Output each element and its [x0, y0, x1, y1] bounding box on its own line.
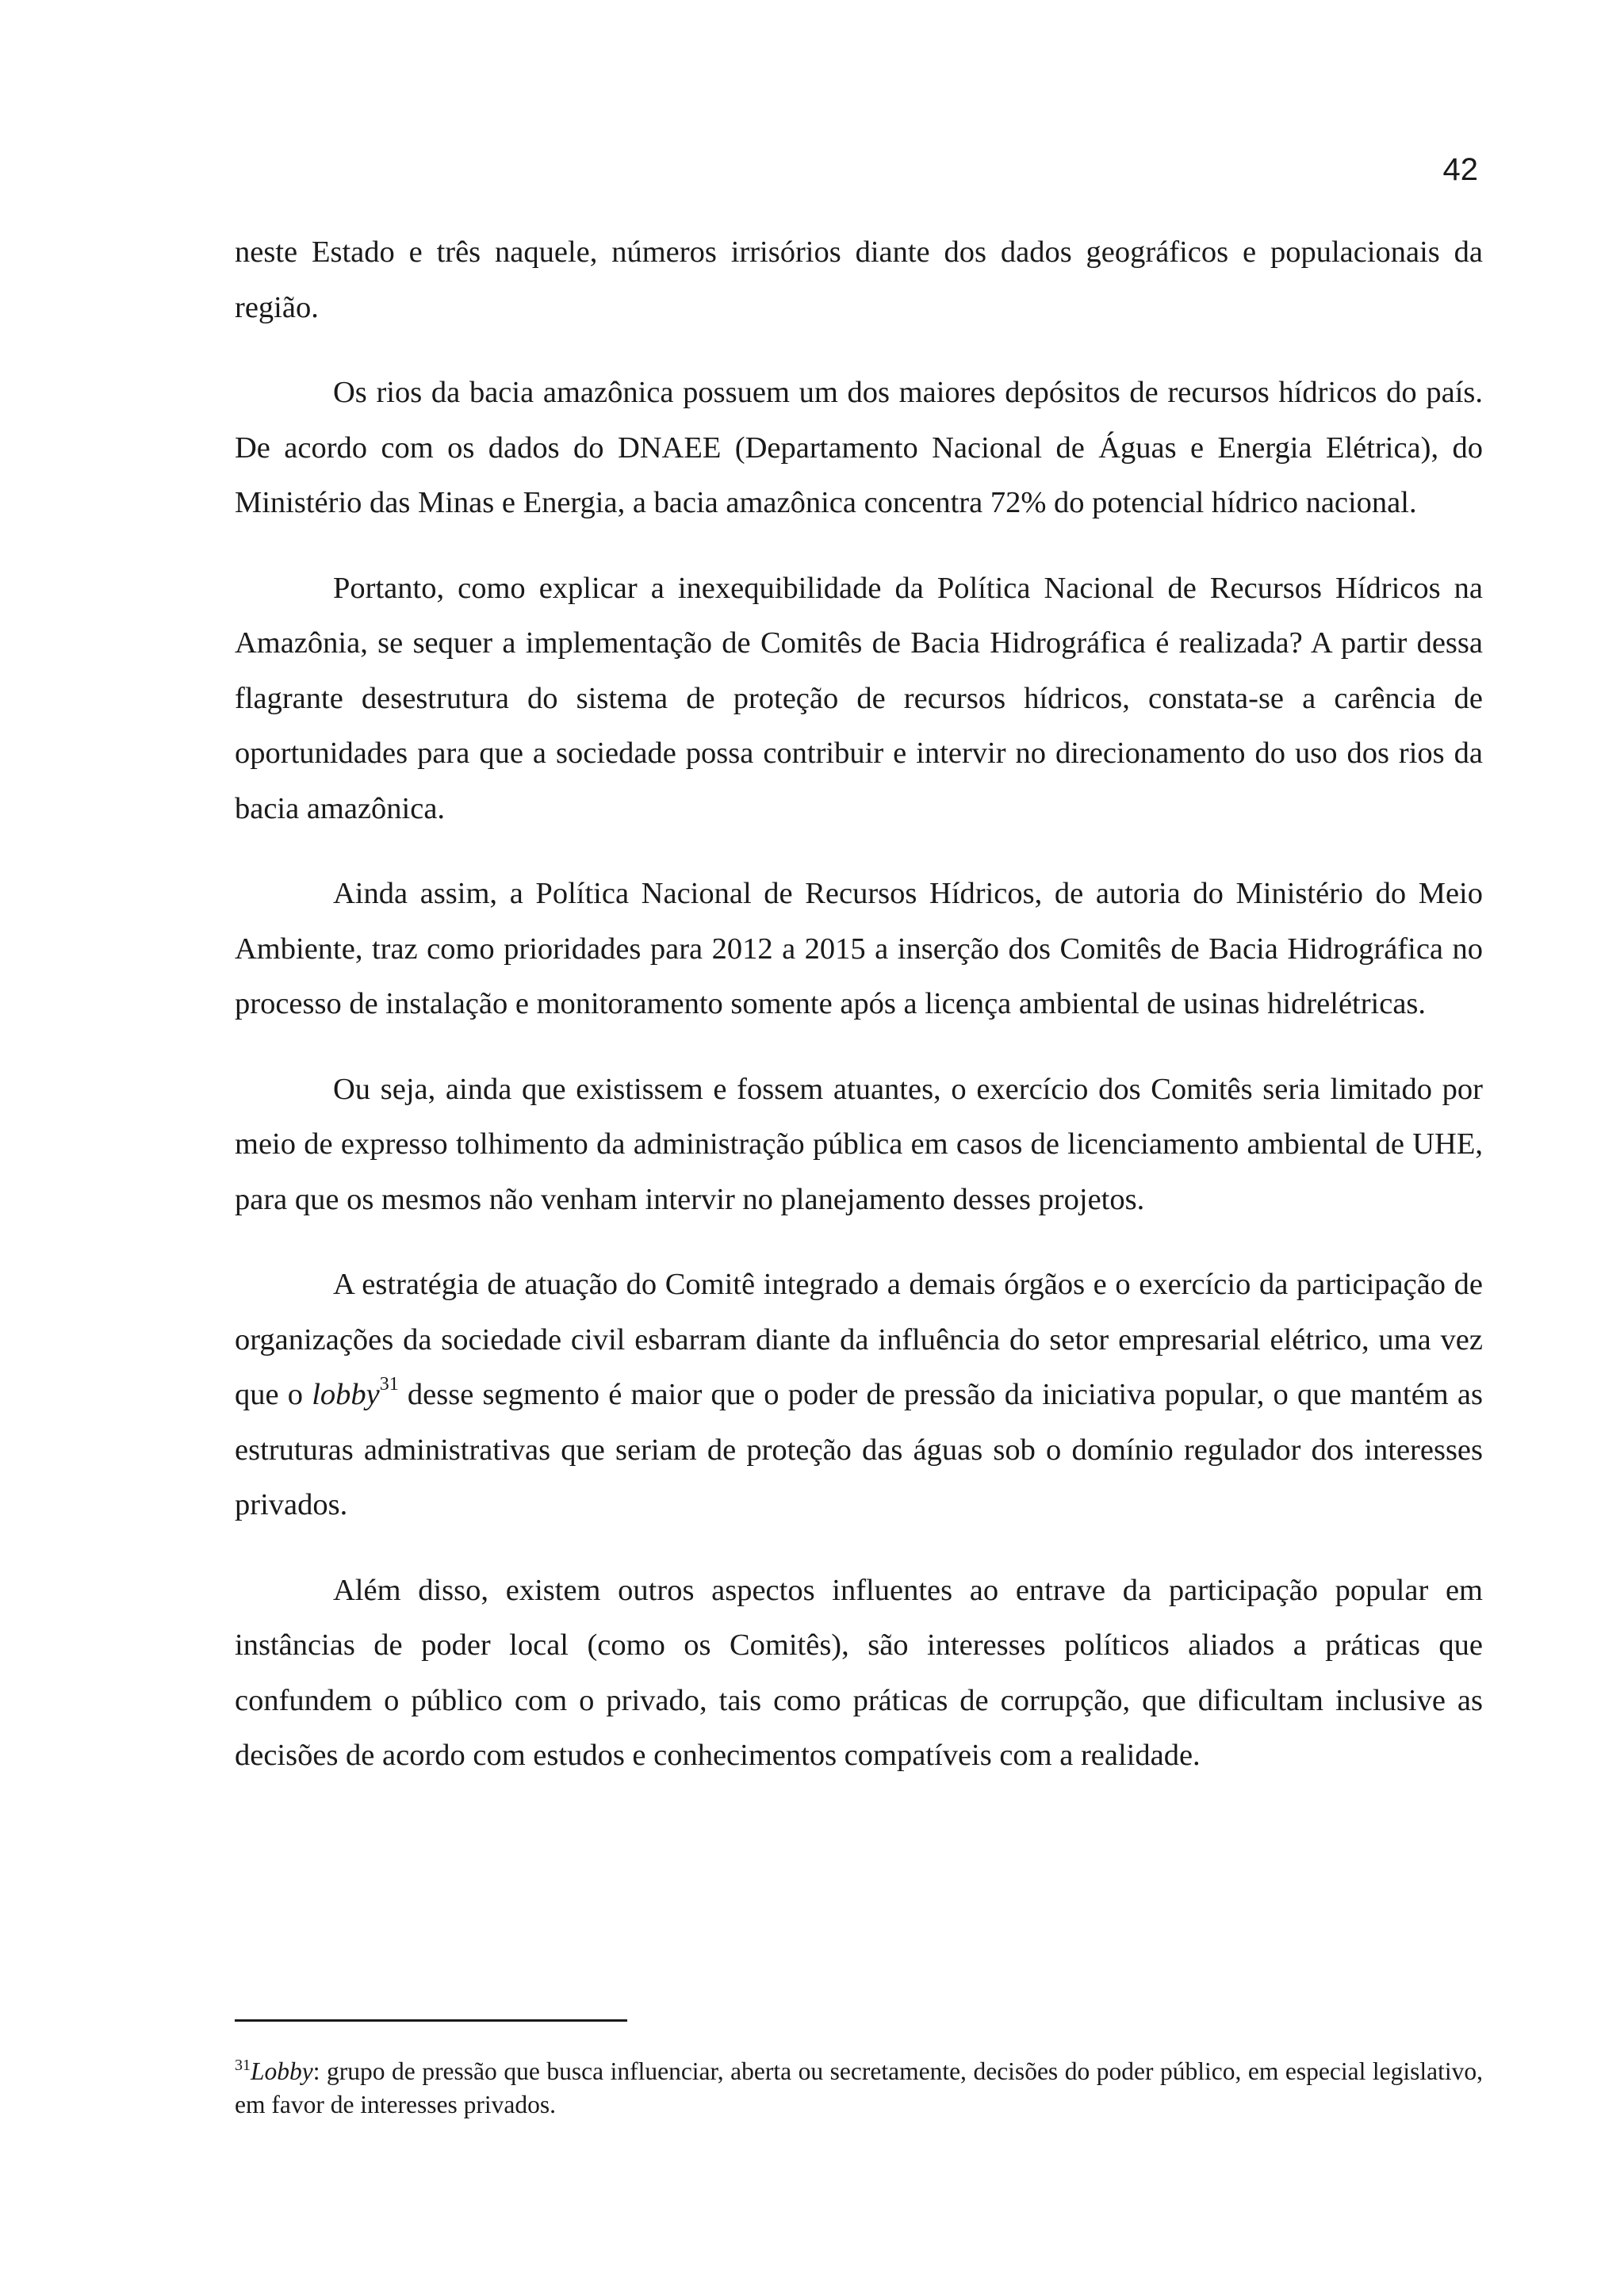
- body-text: [235, 225, 1483, 1814]
- paragraph-amazon-rivers: Os rios da bacia amazônica possuem um dos maiores depósitos de recursos hídricos do país. De acordo com os dados do DNAEE (Departamento Nacional de Águas e Energia Elétrica), do Ministério das Minas e Energia, a bacia amazônica concentra 72% do potencial hídrico nacional.: [235, 376, 1483, 519]
- paragraph-lobby-before: A estratégia de atuação do Comitê integrado a demais órgãos e o exercício da participação de organizações da sociedade civil esbarram diante da influência do setor empresarial elétrico, uma vez que o: [235, 1268, 1483, 1411]
- footnote-separator: [235, 2019, 627, 2022]
- paragraph-lobby: [235, 1257, 1483, 1533]
- paragraph-continuation: neste Estado e três naquele, números irrisórios diante dos dados geográficos e populacionais da região.: [235, 235, 1483, 324]
- paragraph-inexequibility: Portanto, como explicar a inexequibilidade da Política Nacional de Recursos Hídricos na Amazônia, se sequer a implementação de Comitês de Bacia Hidrográfica é realizada? A partir dessa flagrante desestrutura do sistema de proteção de recursos hídricos, constata-se a carência de oportunidades para que a sociedade possa contribuir e intervir no direcionamento do uso dos rios da bacia amazônica.: [235, 571, 1483, 825]
- paragraph-committees-limited: Ou seja, ainda que existissem e fossem atuantes, o exercício dos Comitês seria limitado por meio de expresso tolhimento da administração pública em casos de licenciamento ambiental de UHE, para que os mesmos não venham intervir no planejamento desses projetos.: [235, 1072, 1483, 1216]
- page-number: 42: [1442, 152, 1478, 187]
- footnote-marker: 31: [235, 2057, 251, 2074]
- paragraph-national-policy: Ainda assim, a Política Nacional de Recursos Hídricos, de autoria do Ministério do Meio Ambiente, traz como prioridades para 2012 a 2015 a inserção dos Comitês de Bacia Hidrográfica no processo de instalação e monitoramento somente após a licença ambiental de usinas hidrelétricas.: [235, 877, 1483, 1020]
- footnote-text: : grupo de pressão que busca influenciar, aberta ou secretamente, decisões do poder público, em especial legislativo, em favor de interesses privados.: [235, 2057, 1483, 2118]
- footnote-term: Lobby: [251, 2057, 313, 2085]
- paragraph-other-aspects: Além disso, existem outros aspectos influentes ao entrave da participação popular em instâncias de poder local (como os Comitês), são interesses políticos aliados a práticas que confundem o público com o privado, tais como práticas de corrupção, que dificultam inclusive as decisões de acordo com estudos e conhecimentos compatíveis com a realidade.: [235, 1573, 1483, 1772]
- footnote: [235, 2055, 1483, 2122]
- footnote-reference[interactable]: 31: [379, 1374, 399, 1395]
- lobby-term: lobby: [312, 1378, 380, 1411]
- paragraph-lobby-after: desse segmento é maior que o poder de pressão da iniciativa popular, o que mantém as estruturas administrativas que seriam de proteção das águas sob o domínio regulador dos interesses privados.: [235, 1378, 1483, 1521]
